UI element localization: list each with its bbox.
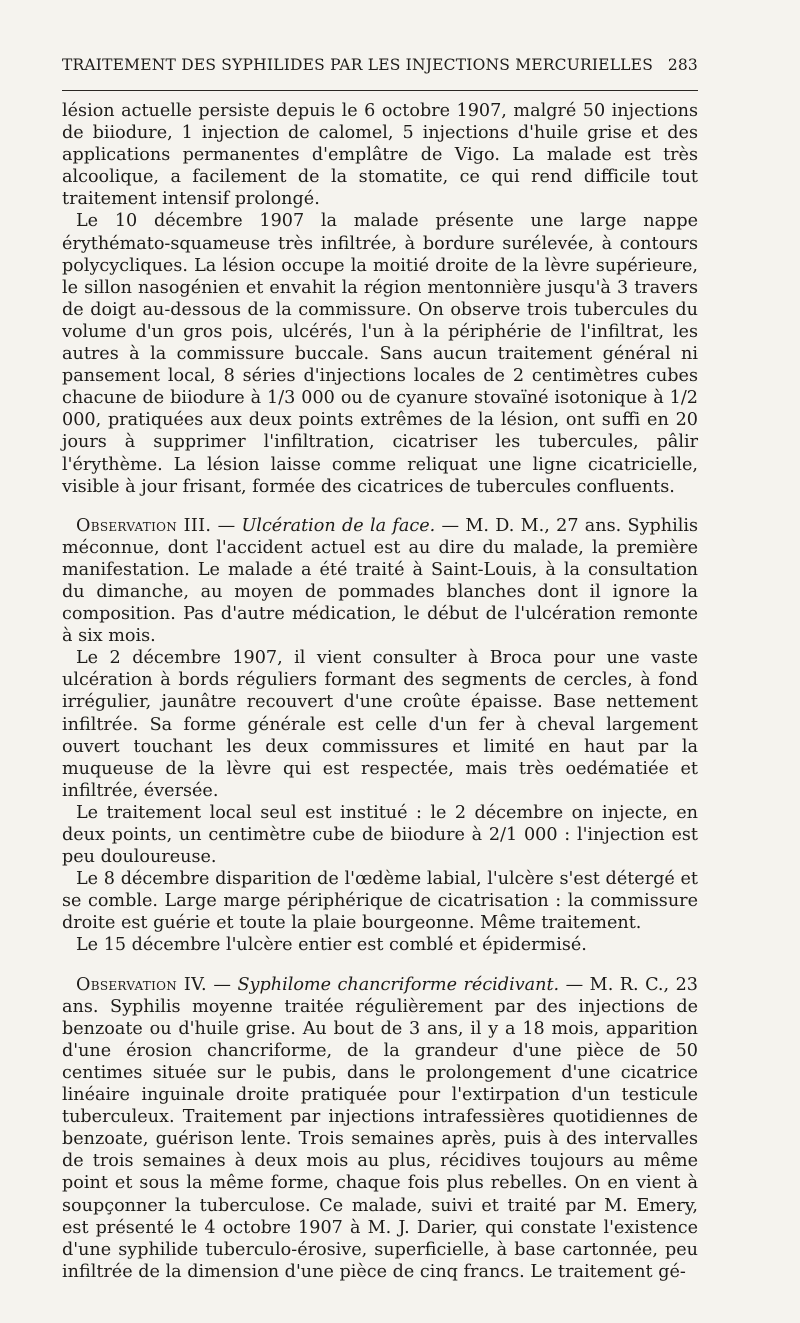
header-rule xyxy=(62,90,698,91)
observation-4-paragraph xyxy=(62,974,698,1283)
page-number: 283 xyxy=(667,56,698,74)
observation-label: Observation IV. xyxy=(76,974,207,995)
observation-text: — M. D. M., 27 ans. Syphilis méconnue, dont l'accident actuel est au dire du malade, la première manifestation. Le malade a été traité à Saint-Louis, à la consultation du dimanche, au moyen de pommades blanches dont il ignore la composition. Pas d'autre médication, le début de l'ulcération remonte à six mois. xyxy=(62,515,699,647)
paragraph: Le 2 décembre 1907, il vient consulter à Broca pour une vaste ulcération à bords réguliers formant des segments de cercles, à fond irrégulier, jaunâtre recouvert d'une croûte épaisse. Base nettement infiltrée. Sa forme générale est celle d'un fer à cheval largement ouvert touchant les deux commissures et limité en haut par la muqueuse de la lèvre qui est respectée, mais très oedématiée et infiltrée, éversée. xyxy=(62,648,698,801)
observation-label: Observation III. xyxy=(76,515,212,536)
observation-title: Ulcération de la face. xyxy=(241,515,436,536)
paragraph: Le 8 décembre disparition de l'œdème labial, l'ulcère s'est détergé et se comble. Large marge périphérique de cicatrisation : la commissure droite est guérie et toute la plaie bourgeonne. Même traitement. xyxy=(62,869,698,934)
dash: — xyxy=(206,974,238,995)
paragraph: Le 15 décembre l'ulcère entier est comblé et épidermisé. xyxy=(76,935,587,956)
observation-3-paragraph xyxy=(62,515,698,648)
body-text xyxy=(62,100,698,1283)
running-header xyxy=(62,56,698,74)
observation-text: — M. R. C., 23 ans. Syphilis moyenne traitée régulièrement par des injections de benzoate ou d'huile grise. Au bout de 3 ans, il y a 18 mois, apparition d'une érosion chancriforme, de la grandeur d'une pièce de 50 centimes située sur le pubis, dans le prolongement d'une cicatrice linéaire inguinale droite pratiquée pour l'extirpation d'un testicule tuberculeux. Traitement par injections intrafessières quotidiennes de benzoate, guérison lente. Trois semaines après, puis à des intervalles de trois semaines à deux mois au plus, récidives toujours au même point et sous la même forme, chaque fois plus rebelles. On en vient à soupçonner la tuberculose. Ce malade, suivi et traité par M. Emery, est présenté le 4 octobre 1907 à M. J. Darier, qui constate l'existence d'une syphilide tuberculo-érosive, superficielle, à base cartonnée, peu infiltrée de la dimension d'une pièce de cinq francs. Le traitement gé- xyxy=(62,974,698,1282)
running-title: TRAITEMENT DES SYPHILIDES PAR LES INJECTIONS MERCURIELLES xyxy=(62,56,654,74)
dash: — xyxy=(211,515,242,536)
paragraph: lésion actuelle persiste depuis le 6 octobre 1907, malgré 50 injections de biiodure, 1 injection de calomel, 5 injections d'huile grise et des applications permanentes d'emplâtre de Vigo. La malade est très alcoolique, a facilement de la stomatite, ce qui rend difficile tout traitement intensif prolongé. xyxy=(62,101,698,210)
paragraph: Le traitement local seul est institué : le 2 décembre on injecte, en deux points, un centimètre cube de biiodure à 2/1 000 : l'injection est peu douloureuse. xyxy=(62,802,698,868)
observation-title: Syphilome chancriforme récidivant. xyxy=(237,974,560,995)
paragraph: Le 10 décembre 1907 la malade présente une large nappe érythémato-squameuse très infiltrée, à bordure surélevée, à contours polycycliques. La lésion occupe la moitié droite de la lèvre supérieure, le sillon nasogénien et envahit la région mentonnière jusqu'à 3 travers de doigt au-dessous de la commissure. On observe trois tubercules du volume d'un gros pois, ulcérés, l'un à la périphérie de l'infiltrat, les autres à la commissure buccale. Sans aucun traitement général ni pansement local, 8 séries d'injections locales de 2 centimètres cubes chacune de biiodure à 1/3 000 ou de cyanure stovaïné isotonique à 1/2 000, pratiquées aux deux points extrêmes de la lésion, ont suffi en 20 jours à supprimer l'infiltration, cicatriser les tubercules, pâlir l'érythème. La lésion laisse comme reliquat une ligne cicatricielle, visible à jour frisant, formée des cicatrices de tubercules confluents. xyxy=(62,211,698,497)
